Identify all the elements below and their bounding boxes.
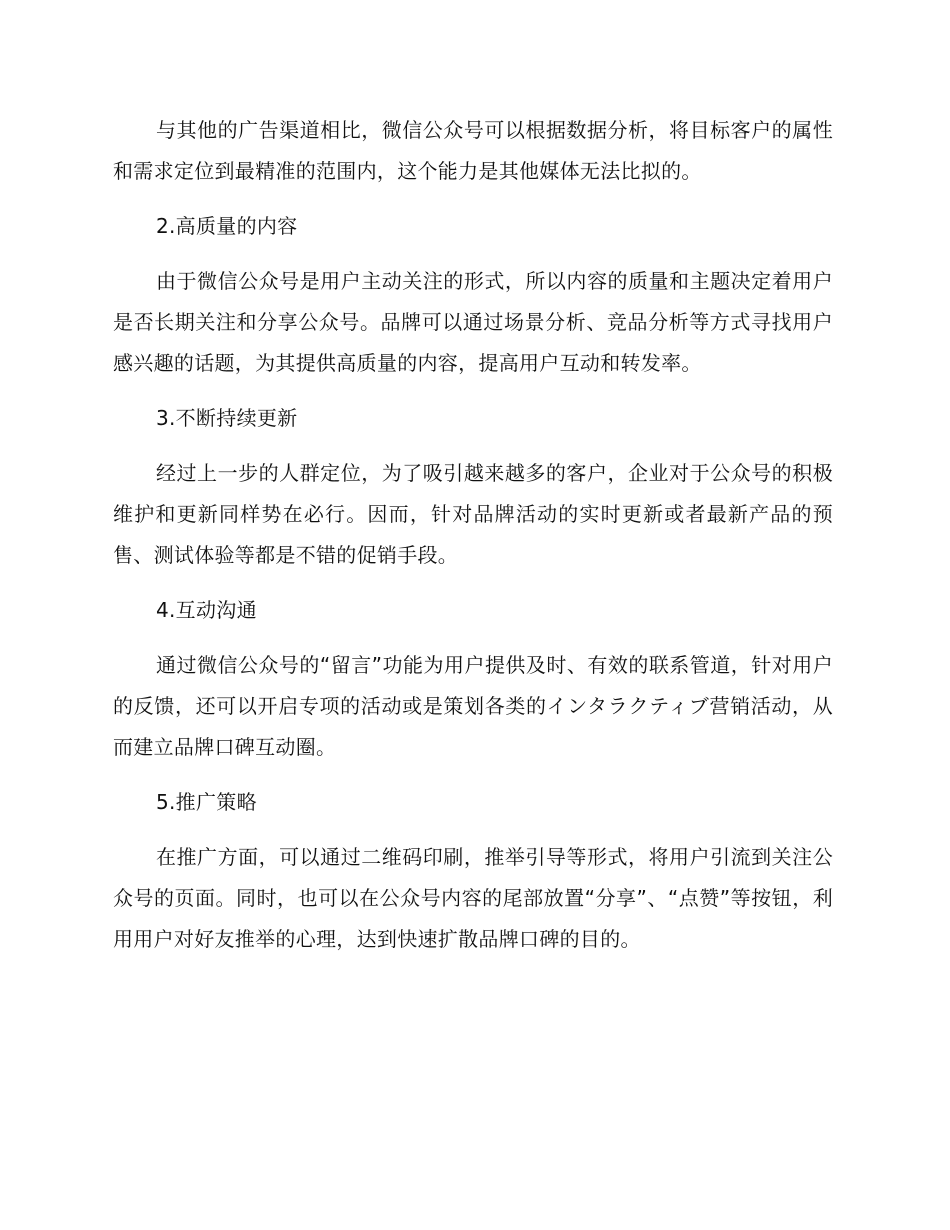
intro-paragraph: 与其他的广告渠道相比，微信公众号可以根据数据分析，将目标客户的属性和需求定位到最精准的范围内，这个能力是其他媒体无法比拟的。 [113, 118, 833, 183]
section-heading-continuous-update: 3.不断持续更新 [156, 406, 298, 430]
section-heading-promotion-strategy: 5.推广策略 [156, 790, 257, 814]
paragraph-continuous-update: 经过上一步的人群定位，为了吸引越来越多的客户，企业对于公众号的积极维护和更新同样势在必行。因而，针对品牌活动的实时更新或者最新产品的预售、测试体验等都是不错的促销手段。 [113, 461, 833, 567]
paragraph-promotion-strategy: 在推广方面，可以通过二维码印刷，推举引导等形式，将用户引流到关注公众号的页面。同时，也可以在公众号内容的尾部放置“分享”、“点赞”等按钮，利用用户对好友推举的心理，达到快速扩散品牌口碑的目的。 [113, 845, 833, 951]
paragraph-interactive-communication: 通过微信公众号的“留言”功能为用户提供及时、有效的联系管道，针对用户的反馈，还可以开启专项的活动或是策划各类的インタラクティブ营销活动，从而建立品牌口碑互动圈。 [113, 653, 833, 759]
section-heading-interactive-communication: 4.互动沟通 [156, 598, 257, 622]
paragraph-quality-content: 由于微信公众号是用户主动关注的形式，所以内容的质量和主题决定着用户是否长期关注和分享公众号。品牌可以通过场景分析、竞品分析等方式寻找用户感兴趣的话题，为其提供高质量的内容，提高用户互动和转发率。 [113, 269, 833, 375]
section-heading-quality-content: 2.高质量的内容 [156, 214, 298, 238]
document-body [113, 110, 833, 960]
